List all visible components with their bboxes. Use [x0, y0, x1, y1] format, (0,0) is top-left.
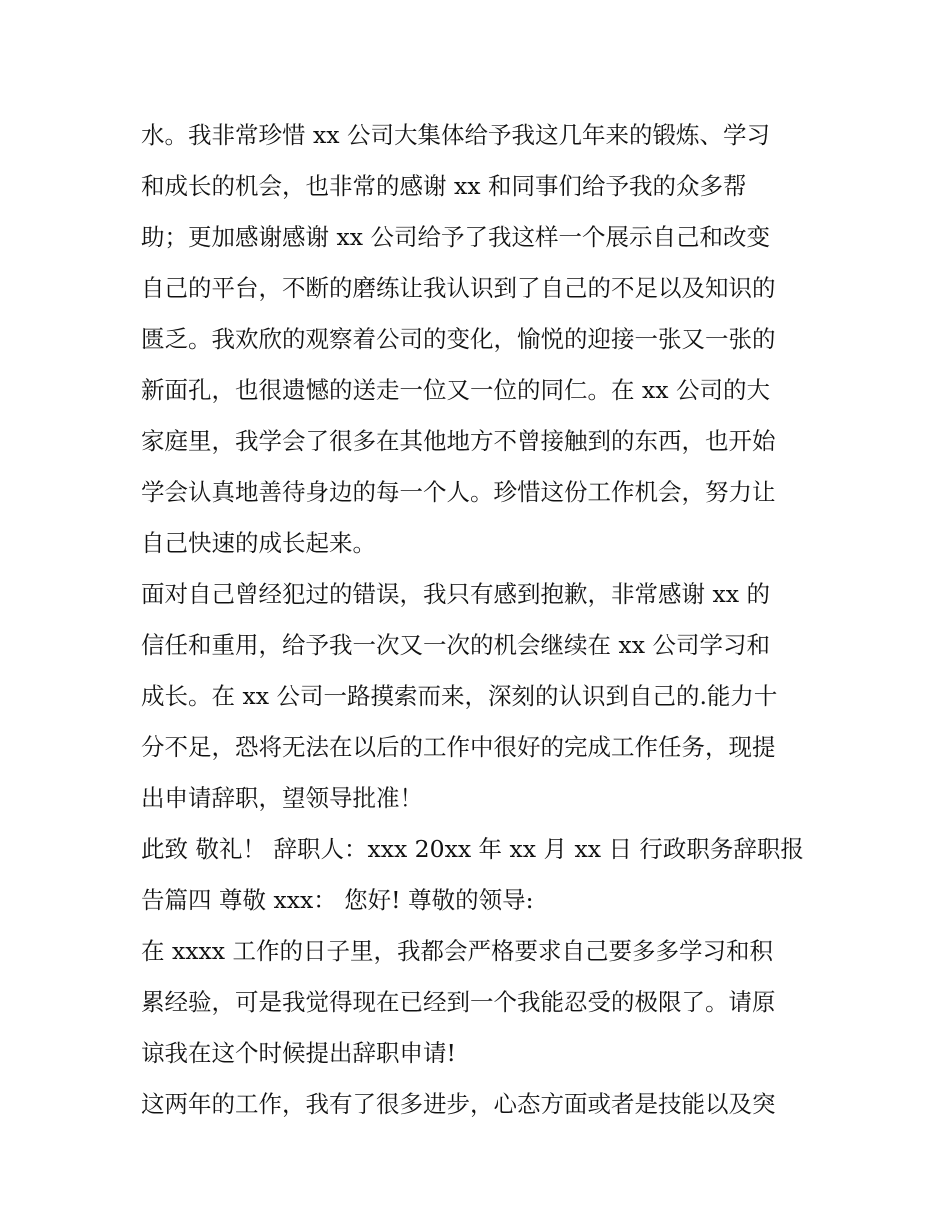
document-body [141, 110, 816, 1130]
text-line-1: 水。我非常珍惜 xx 公司大集体给予我这几年来的锻炼、学习 [141, 121, 770, 149]
text-line-9: 自己快速的成长起来。 [141, 529, 376, 557]
text-line-12: 成长。在 xx 公司一路摸索而来，深刻的认识到自己的.能力十 [141, 682, 778, 710]
text-line-17: 在 xxxx 工作的日子里，我都会严格要求自己要多多学习和积 [141, 937, 773, 965]
text-line-15: 此致 敬礼！ 辞职人：xxx 20xx 年 xx 月 xx 日 行政职务辞职报 [141, 835, 804, 863]
text-line-10: 面对自己曾经犯过的错误，我只有感到抱歉，非常感谢 xx 的 [141, 580, 770, 608]
text-line-3: 助；更加感谢感谢 xx 公司给予了我这样一个展示自己和改变 [141, 223, 770, 251]
text-line-5: 匮乏。我欢欣的观察着公司的变化，愉悦的迎接一张又一张的 [141, 325, 776, 353]
text-line-20: 这两年的工作，我有了很多进步，心态方面或者是技能以及突 [141, 1090, 776, 1118]
text-line-11: 信任和重用，给予我一次又一次的机会继续在 xx 公司学习和 [141, 631, 770, 659]
text-line-8: 学会认真地善待身边的每一个人。珍惜这份工作机会，努力让 [141, 478, 776, 506]
text-line-19: 谅我在这个时候提出辞职申请! [141, 1039, 456, 1067]
text-line-18: 累经验，可是我觉得现在已经到一个我能忍受的极限了。请原 [141, 988, 776, 1016]
text-line-7: 家庭里，我学会了很多在其他地方不曾接触到的东西，也开始 [141, 427, 776, 455]
text-line-13: 分不足，恐将无法在以后的工作中很好的完成工作任务，现提 [141, 733, 776, 761]
text-line-14: 出申请辞职，望领导批准！ [141, 784, 423, 812]
text-line-16: 告篇四 尊敬 xxx： 您好! 尊敬的领导: [141, 886, 534, 914]
text-line-6: 新面孔，也很遗憾的送走一位又一位的同仁。在 xx 公司的大 [141, 376, 770, 404]
text-line-2: 和成长的机会，也非常的感谢 xx 和同事们给予我的众多帮 [141, 172, 747, 200]
text-line-4: 自己的平台，不断的磨练让我认识到了自己的不足以及知识的 [141, 274, 776, 302]
